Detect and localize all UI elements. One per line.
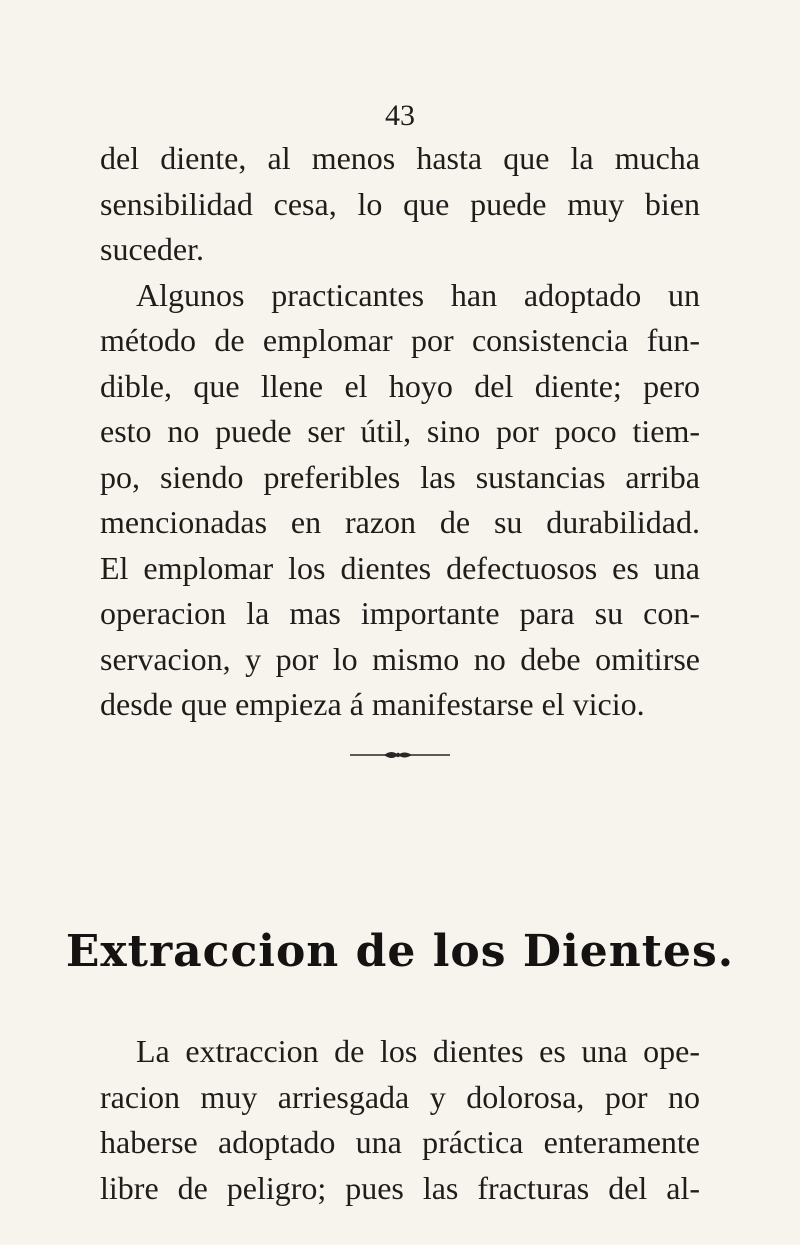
text-line: El emplomar los dientes defectuosos es una bbox=[100, 549, 700, 586]
text-body-continued bbox=[100, 1029, 700, 1211]
text-line: del diente, al menos hasta que la mucha bbox=[100, 140, 700, 176]
text-line: racion muy arriesgada y dolorosa, por no bbox=[100, 1078, 700, 1115]
page-number: 43 bbox=[385, 99, 415, 132]
text-line: Algunos practicantes han adoptado un bbox=[136, 276, 700, 313]
text-line: mencionadas en razon de su durabilidad. bbox=[100, 504, 700, 540]
section-heading: Extraccion de los Dientes. bbox=[65, 926, 735, 977]
text-line: sensibilidad cesa, lo que puede muy bien bbox=[100, 185, 700, 222]
text-line: desde que empieza á manifestarse el vicio. bbox=[100, 686, 645, 722]
text-line: método de emplomar por consistencia fun- bbox=[100, 322, 700, 358]
text-line: esto no puede ser útil, sino por poco tiem- bbox=[100, 413, 700, 449]
text-line: servacion, y por lo mismo no debe omitirse bbox=[100, 640, 700, 677]
text-line: operacion la mas importante para su con- bbox=[100, 595, 700, 631]
text-line: haberse adoptado una práctica enteramente bbox=[100, 1124, 700, 1160]
text-line: suceder. bbox=[100, 231, 204, 267]
text-line: dible, que llene el hoyo del diente; pero bbox=[100, 367, 700, 404]
text-body bbox=[100, 136, 700, 728]
text-line: po, siendo preferibles las sustancias arriba bbox=[100, 458, 700, 495]
text-line: La extraccion de los dientes es una ope- bbox=[136, 1033, 700, 1069]
text-line: libre de peligro; pues las fracturas del al- bbox=[100, 1169, 700, 1206]
ornament-divider bbox=[350, 748, 450, 762]
